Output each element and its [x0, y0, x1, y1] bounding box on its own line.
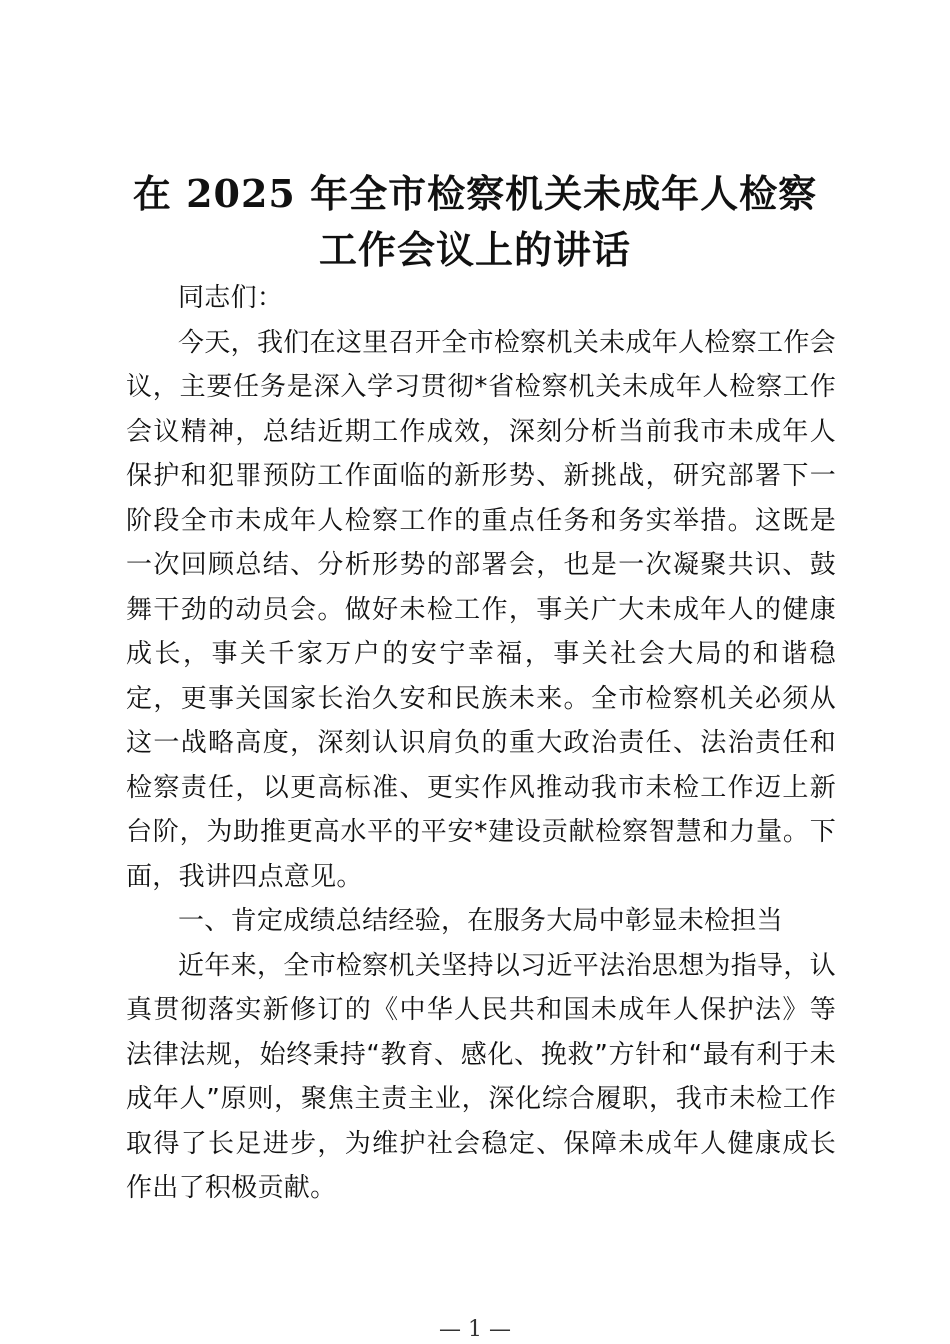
page-number: — 1 — — [439, 1317, 511, 1342]
salutation: 同志们： — [178, 283, 284, 313]
title-line-2: 工作会议上的讲话 — [318, 227, 631, 272]
document-title — [120, 166, 830, 278]
paragraph-intro: 今天，我们在这里召开全市检察机关未成年人检察工作会议，主要任务是深入学习贯彻*省检察机关未成年人检察工作会议精神，总结近期工作成效，深刻分析当前我市未成年人保护和犯罪预防工作面临的新形势、新挑战，研究部署下一阶段全市未成年人检察工作的重点任务和务实举措。这既是一次回顾总结、分析形势的部署会，也是一次凝聚共识、鼓舞干劲的动员会。做好未检工作，事关广大未成年人的健康成长，事关千家万户的安宁幸福，事关社会大局的和谐稳定，更事关国家长治久安和民族未来。全市检察机关必须从这一战略高度，深刻认识肩负的重大政治责任、法治责任和检察责任，以更高标准、更实作风推动我市未检工作迈上新台阶，为助推更高水平的平安*建设贡献检察智慧和力量。下面，我讲四点意见。 — [126, 327, 836, 892]
title-line-1: 在 2025 年全市检察机关未成年人检察 — [132, 171, 818, 216]
section-heading-1: 一、肯定成绩总结经验，在服务大局中彰显未检担当 — [178, 906, 783, 936]
document-body — [126, 276, 836, 1211]
paragraph-section-1: 近年来，全市检察机关坚持以习近平法治思想为指导，认真贯彻落实新修订的《中华人民共和国未成年人保护法》等法律法规，始终秉持“教育、感化、挽救”方针和“最有利于未成年人”原则，聚焦主责主业，深化综合履职，我市未检工作取得了长足进步，为维护社会稳定、保障未成年人健康成长作出了积极贡献。 — [126, 950, 836, 1203]
